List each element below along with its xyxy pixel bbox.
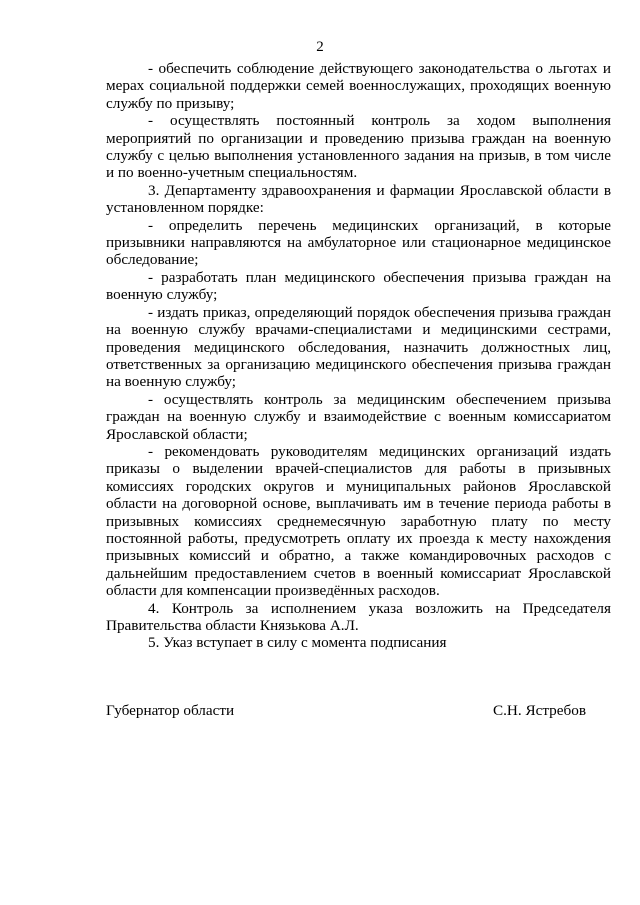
paragraph-conscription-control: - осуществлять постоянный контроль за ходом выполнения мероприятий по организации и проведению призыва граждан на военную службу с целью выполнения установленного задания на призыв, в том числе и по военно-учетным специальностям. [106, 112, 611, 182]
signatory-title: Губернатор области [106, 702, 235, 719]
paragraph-execution-control: 4. Контроль за исполнением указа возложить на Председателя Правительства области Князькова А.Л. [106, 599, 611, 634]
paragraph-order-issue: - издать приказ, определяющий порядок обеспечения призыва граждан на военную службу врачами-специалистами и медицинскими сестрами, проведения медицинского обследования, назначить должностных лиц, ответственных за организацию медицинского обеспечения призыва граждан на военную службу; [106, 303, 611, 391]
paragraph-medical-control: - осуществлять контроль за медицинским обеспечением призыва граждан на военную службу и взаимодействие с военным комиссариатом Ярославской области; [106, 390, 611, 443]
paragraph-health-department: 3. Департаменту здравоохранения и фармации Ярославской области в установленном порядке: [106, 181, 611, 217]
paragraph-recommend-managers: - рекомендовать руководителям медицинских организаций издать приказы о выделении врачей-специалистов для работы в призывных комиссиях городских округов и муниципальных районов Ярославской области на договорной основе, выплачивать им в течение периода работы в призывных комиссиях среднемесячную заработную плату по месту постоянной работы, предусмотреть оплату их проезда к месту нахождения призывных комиссий и обратно, а также командировочных расходов с дальнейшим предоставлением счетов в военный комиссариат Ярославской области для компенсации произведённых расходов. [106, 442, 611, 600]
signatory-name: С.Н. Ястребов [492, 702, 586, 719]
paragraph-medical-organizations-list: - определить перечень медицинских организаций, в которые призывники направляются на амбулаторное или стационарное медицинское обследование; [106, 216, 611, 269]
paragraph-effective-date: 5. Указ вступает в силу с момента подписания [148, 634, 447, 652]
paragraph-medical-plan: - разработать план медицинского обеспечения призыва граждан на военную службу; [106, 268, 611, 304]
page-number: 2 [316, 39, 324, 55]
document-body [106, 60, 611, 652]
paragraph-benefits-compliance: - обеспечить соблюдение действующего законодательства о льготах и мерах социальной поддержки семей военнослужащих, проходящих военную службу по призыву; [106, 60, 611, 112]
